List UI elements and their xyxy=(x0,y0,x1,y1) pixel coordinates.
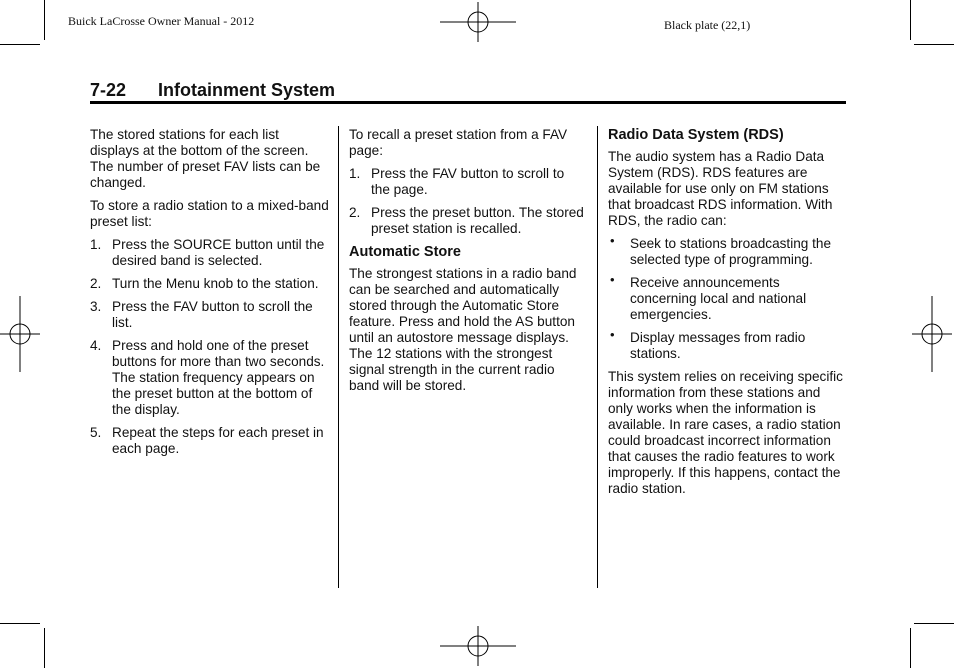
list-item xyxy=(90,237,330,269)
bullet-icon: • xyxy=(610,327,615,342)
list-item xyxy=(608,272,846,323)
step-text: Press the SOURCE button until the desired band is selected. xyxy=(112,237,325,268)
paragraph: The stored stations for each list displays at the bottom of the screen. The number of preset FAV lists can be changed. xyxy=(90,127,321,190)
list-item xyxy=(90,425,330,457)
registration-mark-icon xyxy=(0,296,40,372)
step-number: 5. xyxy=(90,425,102,440)
crop-mark xyxy=(0,44,40,45)
page-number: 7-22 xyxy=(90,80,127,100)
paragraph: This system relies on receiving specific information from these stations and only works when the information is available. In rare cases, a radio station could broadcast incorrect information that causes the radio features to work improperly. If this happens, contact the radio station. xyxy=(608,369,843,496)
step-text: Press the FAV button to scroll to the page. xyxy=(371,166,565,197)
step-text: Repeat the steps for each preset in each page. xyxy=(112,425,324,456)
rds-features-list xyxy=(608,233,846,362)
list-item xyxy=(608,233,846,268)
step-text: Press the FAV button to scroll the list. xyxy=(112,299,313,330)
column-divider xyxy=(338,126,339,588)
step-text: Press and hold one of the preset buttons for more than two seconds. The station frequency appears on the preset button at the bottom of the display. xyxy=(112,338,325,417)
step-number: 1. xyxy=(90,237,102,252)
document-title: Buick LaCrosse Owner Manual - 2012 xyxy=(68,14,255,28)
crop-mark xyxy=(44,0,45,40)
list-item xyxy=(90,276,330,292)
step-text: Press the preset button. The stored preset station is recalled. xyxy=(371,205,584,236)
bullet-icon: • xyxy=(610,272,615,287)
list-item xyxy=(90,338,330,418)
bullet-icon: • xyxy=(610,233,615,248)
crop-mark xyxy=(910,0,911,40)
step-number: 2. xyxy=(90,276,102,291)
step-number: 4. xyxy=(90,338,102,353)
section-title: Infotainment System xyxy=(158,80,336,100)
column-3 xyxy=(608,127,846,504)
bullet-text: Seek to stations broadcasting the selected type of programming. xyxy=(630,236,832,267)
step-number: 1. xyxy=(349,166,361,181)
store-steps-list xyxy=(90,237,330,457)
paragraph: The audio system has a Radio Data System (RDS). RDS features are available for use only on FM stations that broadcast RDS information. With RDS, the radio can: xyxy=(608,149,833,228)
registration-mark-icon xyxy=(440,626,516,666)
list-item xyxy=(90,299,330,331)
recall-steps-list xyxy=(349,166,585,237)
crop-mark xyxy=(0,623,40,624)
step-number: 2. xyxy=(349,205,361,220)
crop-mark xyxy=(44,628,45,668)
column-2 xyxy=(349,127,585,401)
step-text: Turn the Menu knob to the station. xyxy=(112,276,319,291)
crop-mark xyxy=(914,44,954,45)
crop-mark xyxy=(914,623,954,624)
header-rule xyxy=(90,101,846,104)
crop-mark xyxy=(910,628,911,668)
step-number: 3. xyxy=(90,299,102,314)
paragraph: To store a radio station to a mixed-band preset list: xyxy=(90,198,329,229)
section-header xyxy=(90,80,846,102)
subheading: Radio Data System (RDS) xyxy=(608,127,784,143)
bullet-text: Display messages from radio stations. xyxy=(630,330,806,361)
bullet-text: Receive announcements concerning local and national emergencies. xyxy=(630,275,807,322)
column-1 xyxy=(90,127,330,464)
list-item xyxy=(608,327,846,362)
plate-label: Black plate (22,1) xyxy=(664,18,751,32)
paragraph: The strongest stations in a radio band can be searched and automatically stored through the Automatic Store feature. Press and hold the AS button until an autostore message displays. The 12 stations with the strongest signal strength in the current radio band will be stored. xyxy=(349,266,577,393)
registration-mark-icon xyxy=(440,2,516,42)
registration-mark-icon xyxy=(912,296,952,372)
list-item xyxy=(349,166,585,198)
paragraph: To recall a preset station from a FAV page: xyxy=(349,127,568,158)
list-item xyxy=(349,205,585,237)
subheading: Automatic Store xyxy=(349,244,461,260)
column-divider xyxy=(597,126,598,588)
